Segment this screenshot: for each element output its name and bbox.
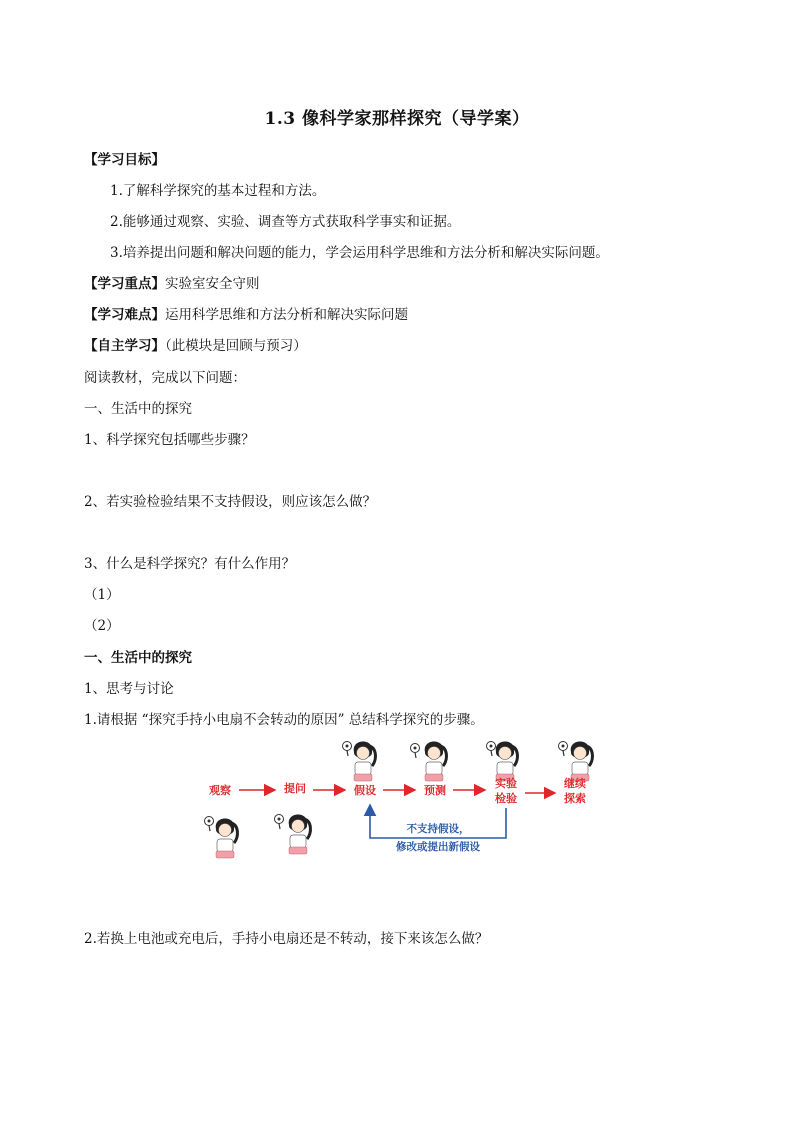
self-study: [84, 334, 307, 354]
difficulty-label: 【学习难点】: [84, 307, 165, 323]
feedback-text-line1: 不支持假设，: [406, 823, 470, 835]
feedback-text-line2: 修改或提出新假设: [396, 841, 480, 853]
girl-illustration-5: [487, 742, 518, 782]
girl-illustration-1: [205, 817, 238, 859]
section1-question-1: 1、科学探究包括哪些步骤？: [84, 432, 255, 448]
key-point-text: 实验室安全守则: [165, 276, 260, 292]
answer-2: （2）: [84, 618, 120, 634]
section1-question-2: 2、若实验检验结果不支持假设，则应该怎么做？: [84, 494, 377, 510]
step-question: 提问: [284, 782, 306, 795]
step-experiment-line2: 检验: [495, 792, 517, 805]
inquiry-process-diagram: [195, 735, 615, 860]
step-hypothesis: 假设: [354, 784, 376, 797]
objective-2: 2.能够通过观察、实验、调查等方式获取科学事实和证据。: [110, 214, 461, 230]
page-title: 1.3 像科学家那样探究（导学案）: [264, 109, 530, 129]
section1-heading: 一、生活中的探究: [84, 401, 192, 417]
girl-illustration-2: [275, 815, 311, 855]
objectives-heading: 【学习目标】: [84, 152, 165, 168]
objective-3: 3.培养提出问题和解决问题的能力，学会运用科学思维和方法分析和解决实际问题。: [110, 245, 609, 261]
section2-subheading: 1、思考与讨论: [84, 681, 174, 697]
answer-1: （1）: [84, 587, 120, 603]
girl-illustration-4: [411, 742, 447, 782]
step-experiment-line1: 实验: [495, 777, 517, 790]
section2-heading: 一、生活中的探究: [84, 650, 192, 666]
difficulty-text: 运用科学思维和方法分析和解决实际问题: [165, 307, 408, 323]
section2-question-1: 1.请根据 “探究手持小电扇不会转动的原因” 总结科学探究的步骤。: [84, 712, 484, 728]
girl-illustration-3: [343, 742, 376, 782]
step-predict: 预测: [424, 784, 446, 797]
step-continue-line2: 探索: [564, 792, 586, 805]
step-observe: 观察: [209, 784, 231, 797]
section1-question-3: 3、什么是科学探究？有什么作用？: [84, 556, 296, 572]
self-study-text: （此模块是回顾与预习）: [165, 338, 307, 354]
girl-illustration-6: [559, 742, 593, 782]
difficulty: [84, 303, 408, 323]
step-continue-line1: 继续: [564, 777, 586, 790]
section2-question-2: 2.若换上电池或充电后，手持小电扇还是不转动，接下来该怎么做？: [84, 931, 489, 947]
key-point-label: 【学习重点】: [84, 276, 165, 292]
key-point: [84, 272, 260, 292]
instruction: 阅读教材，完成以下问题：: [84, 370, 246, 386]
objective-1: 1.了解科学探究的基本过程和方法。: [110, 183, 326, 199]
self-study-label: 【自主学习】: [84, 338, 165, 354]
